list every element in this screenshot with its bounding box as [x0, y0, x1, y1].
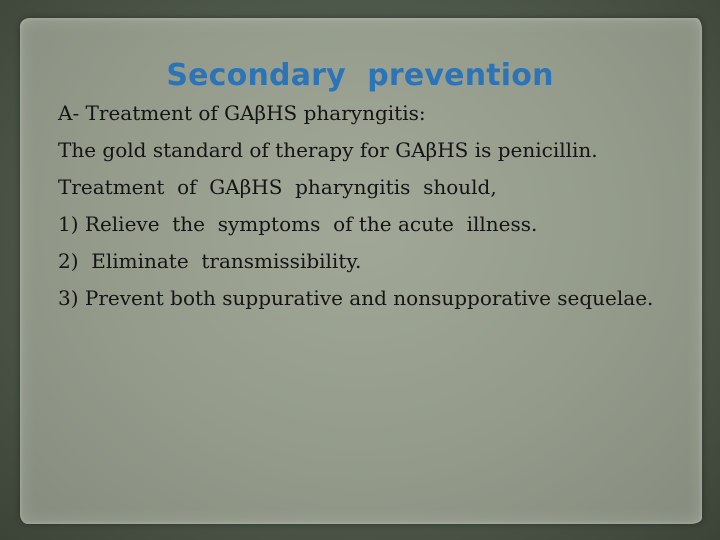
- body-line-gold-standard: The gold standard of therapy for GAβHS is penicillin.: [58, 138, 598, 162]
- body-line-heading: A- Treatment of GAβHS pharyngitis:: [58, 101, 426, 125]
- slide-body: [58, 95, 698, 313]
- list-item-prevent-sequelae: 3) Prevent both suppurative and nonsupporative sequelae.: [58, 286, 654, 310]
- list-item-relieve-symptoms: 1) Relieve the symptoms of the acute illness.: [58, 212, 538, 236]
- slide-title: Secondary prevention: [166, 58, 554, 93]
- list-item-eliminate-transmissibility: 2) Eliminate transmissibility.: [58, 249, 362, 273]
- body-line-treatment-should: Treatment of GAβHS pharyngitis should,: [58, 175, 497, 199]
